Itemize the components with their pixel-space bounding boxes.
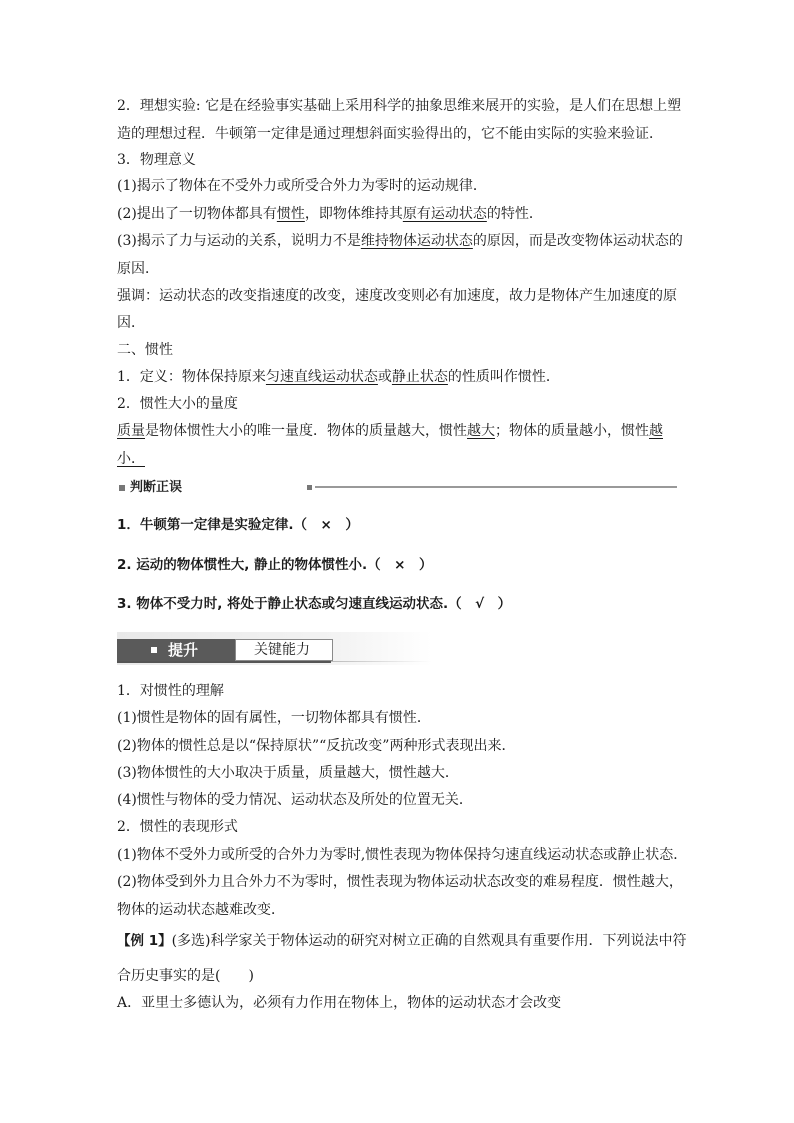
text-line: (4)惯性与物体的受力情况、运动状态及所处的位置无关． [117, 792, 473, 808]
square-bullet-icon [119, 485, 125, 491]
underlined-term: 小． [117, 451, 145, 467]
example-label: 【例 1】 [117, 933, 172, 949]
text-line: 2．惯性的表现形式 [117, 819, 238, 835]
text-run: (2)提出了一切物体都具有 [117, 206, 277, 222]
text-line: 合历史事实的是( ) [117, 968, 254, 984]
underlined-term: 越大 [467, 423, 495, 439]
square-bullet-icon [307, 485, 312, 490]
text-run: ，即物体维持其 [304, 206, 403, 222]
judge-item: 3. 物体不受力时, 将处于静止状态或匀速直线运动状态.（ √ ） [117, 596, 512, 612]
text-run: ；物体的质量越小，惯性 [495, 423, 649, 439]
text-line: 原因． [117, 261, 159, 277]
banner-key-label: 关键能力 [254, 642, 310, 658]
text-line [117, 449, 687, 469]
banner-underline-fade [331, 661, 432, 662]
underlined-term: 匀速直线运动状态 [265, 369, 378, 385]
option-line: A．亚里士多德认为，必须有力作用在物体上，物体的运动状态才会改变 [117, 995, 562, 1011]
text-line: 2．惯性大小的量度 [117, 396, 238, 412]
underlined-term: 质量 [117, 423, 145, 439]
text-run: 的原因，而是改变物体运动状态的 [472, 233, 683, 249]
text-run: 是物体惯性大小的唯一量度．物体的质量越大，惯性 [145, 423, 467, 439]
judge-item: 2. 运动的物体惯性大, 静止的物体惯性小.（ × ） [117, 557, 433, 573]
text-line: (1)物体不受外力或所受的合外力为零时,惯性表现为物体保持匀速直线运动状态或静止状态． [117, 847, 688, 863]
text-line [117, 231, 687, 251]
text-run: 或 [377, 369, 392, 385]
text-line: 2．理想实验: 它是在经验事实基础上采用科学的抽象思维来展开的实验，是人们在思想上塑 [117, 98, 682, 114]
text-run: 1．定义：物体保持原来 [117, 369, 266, 385]
underlined-term: 越 [649, 423, 663, 439]
text-line: (1)惯性是物体的固有属性，一切物体都具有惯性． [117, 710, 431, 726]
banner-underline [117, 661, 331, 663]
banner-lift-label: 提升 [168, 641, 199, 659]
text-run: (多选)科学家关于物体运动的研究对树立正确的自然观具有重要作用．下列说法中符 [171, 933, 687, 949]
text-line: (2)物体的惯性总是以“保持原状”“反抗改变”两种形式表现出来． [117, 738, 516, 754]
example-line [117, 931, 687, 951]
text-run: (3)揭示了力与运动的关系，说明力不是 [117, 233, 361, 249]
section-heading: 二、惯性 [117, 342, 173, 358]
text-line: 造的理想过程．牛顿第一定律是通过理想斜面实验得出的，它不能由实际的实验来验证． [117, 126, 663, 142]
square-bullet-icon [151, 647, 157, 653]
text-line [117, 421, 687, 441]
divider [315, 486, 677, 488]
judge-title: 判断正误 [130, 480, 183, 495]
text-line [117, 204, 687, 224]
underlined-term: 原有运动状态 [402, 206, 487, 222]
text-run: 的特性． [486, 206, 543, 222]
text-line: 强调：运动状态的改变指速度的改变，速度改变则必有加速度，故力是物体产生加速度的原 [117, 288, 677, 304]
judge-item: 1．牛顿第一定律是实验定律.（ × ） [117, 517, 359, 533]
section-banner [117, 632, 432, 665]
text-line: 因． [117, 315, 145, 331]
text-line: (2)物体受到外力且合外力不为零时，惯性表现为物体运动状态改变的难易程度．惯性越大， [117, 874, 683, 890]
underlined-term: 维持物体运动状态 [360, 233, 473, 249]
underlined-term: 静止状态 [391, 369, 448, 385]
judge-section-header [117, 478, 677, 498]
text-line: (1)揭示了物体在不受外力或所受合外力为零时的运动规律． [117, 178, 487, 194]
text-run: 的性质叫作惯性． [447, 369, 560, 385]
text-line: 3．物理意义 [117, 152, 196, 168]
underlined-term: 惯性 [276, 206, 305, 222]
text-line: (3)物体惯性的大小取决于质量，质量越大，惯性越大． [117, 765, 459, 781]
text-line: 物体的运动状态越难改变． [117, 902, 285, 918]
text-line [117, 367, 687, 387]
text-line: 1．对惯性的理解 [117, 683, 224, 699]
